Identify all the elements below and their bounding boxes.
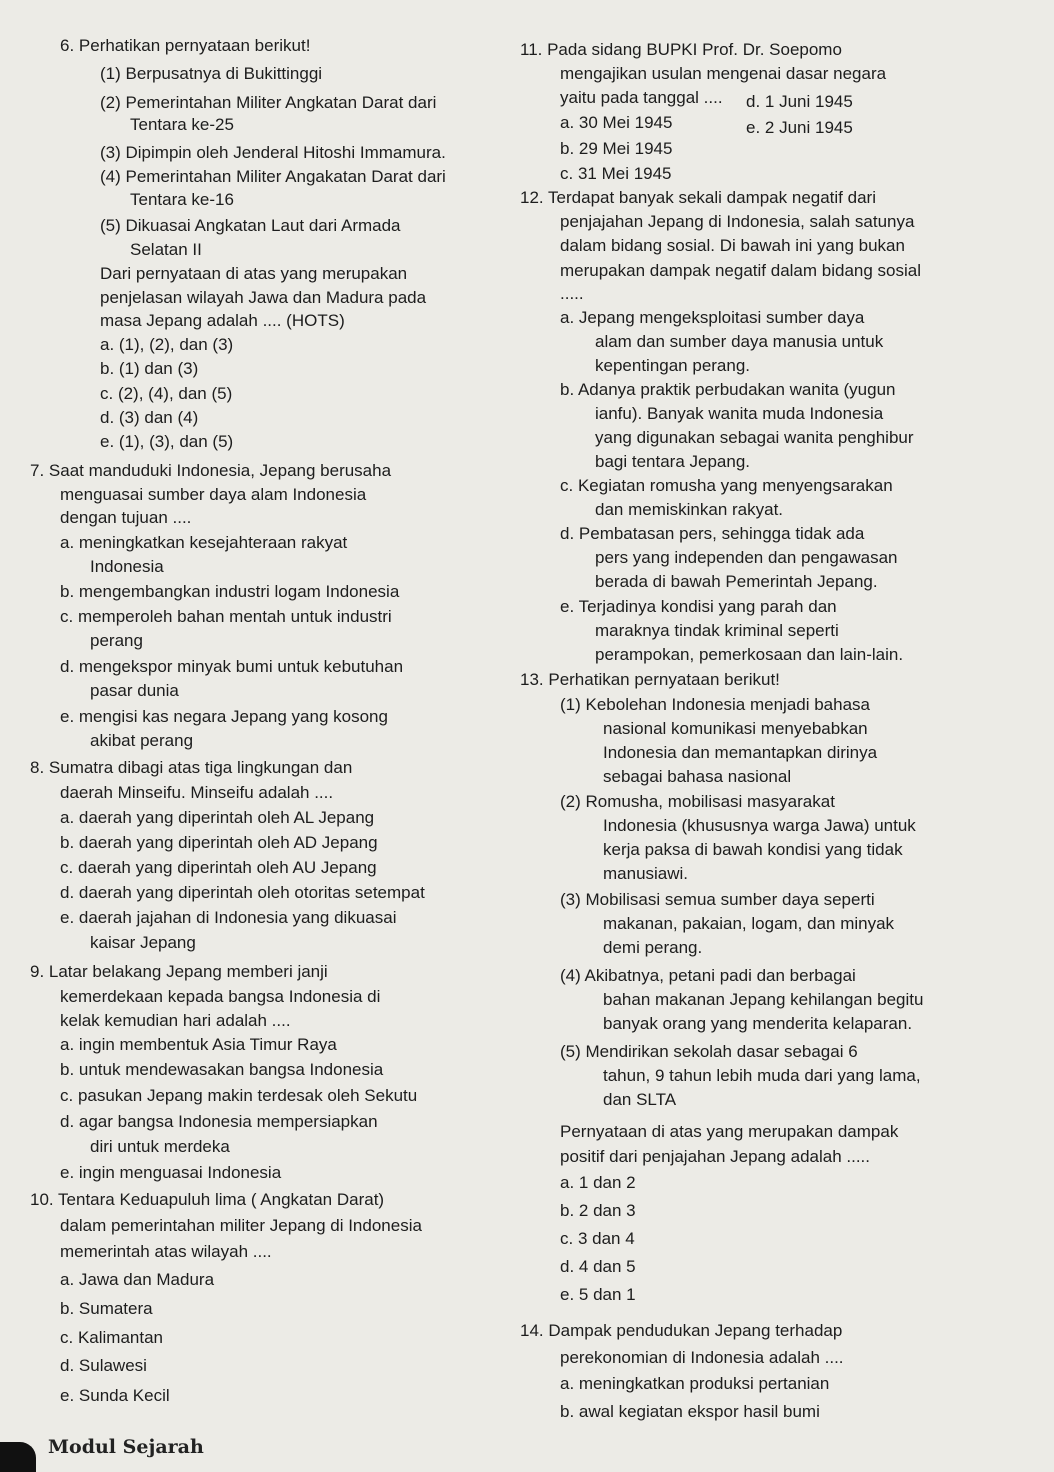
answer-option: b. Sumatera	[60, 1299, 153, 1318]
question-text: penjajahan Jepang di Indonesia, salah satunya	[560, 212, 915, 231]
answer-option: a. meningkatkan kesejahteraan rakyat	[60, 533, 348, 552]
question-text: merupakan dampak negatif dalam bidang sosial	[560, 261, 922, 280]
answer-option: ianfu). Banyak wanita muda Indonesia	[595, 404, 884, 423]
statement: (4) Pemerintahan Militer Angakatan Darat dari	[100, 167, 446, 186]
answer-option: c. Kegiatan romusha yang menyengsarakan	[560, 476, 893, 495]
answer-option: d. 1 Juni 1945	[746, 92, 853, 111]
answer-option: Indonesia	[90, 557, 164, 576]
answer-option: c. 31 Mei 1945	[560, 164, 672, 183]
statement: Indonesia (khususnya warga Jawa) untuk	[603, 816, 916, 835]
answer-option: kaisar Jepang	[90, 933, 196, 952]
statement: Tentara ke-16	[130, 190, 234, 209]
answer-option: perampokan, pemerkosaan dan lain-lain.	[595, 645, 904, 664]
question-6-stem: 6. Perhatikan pernyataan berikut!	[60, 36, 311, 55]
statement: banyak orang yang menderita kelaparan.	[603, 1014, 913, 1033]
answer-option: a. daerah yang diperintah oleh AL Jepang	[60, 808, 375, 827]
statement: tahun, 9 tahun lebih muda dari yang lama,	[603, 1066, 921, 1085]
answer-option: perang	[90, 631, 143, 650]
answer-option: dan memiskinkan rakyat.	[595, 500, 784, 519]
answer-option: e. mengisi kas negara Jepang yang kosong	[60, 707, 388, 726]
statement: (2) Pemerintahan Militer Angkatan Darat dari	[100, 93, 437, 112]
question-7-stem: 7. Saat manduduki Indonesia, Jepang berusaha	[30, 461, 392, 480]
answer-option: d. agar bangsa Indonesia mempersiapkan	[60, 1112, 378, 1131]
answer-option: d. daerah yang diperintah oleh otoritas setempat	[60, 883, 425, 902]
question-text: positif dari penjajahan Jepang adalah .....	[560, 1147, 871, 1166]
statement: (5) Dikuasai Angkatan Laut dari Armada	[100, 216, 401, 235]
answer-option: a. meningkatkan produksi pertanian	[560, 1374, 830, 1393]
answer-option: e. daerah jajahan di Indonesia yang dikuasai	[60, 908, 397, 927]
statement: demi perang.	[603, 938, 703, 957]
answer-option: berada di bawah Pemerintah Jepang.	[595, 572, 878, 591]
answer-option: d. 4 dan 5	[560, 1257, 636, 1276]
question-text: mengajikan usulan mengenai dasar negara	[560, 64, 887, 83]
answer-option: alam dan sumber daya manusia untuk	[595, 332, 884, 351]
question-text: kelak kemudian hari adalah ....	[60, 1011, 291, 1030]
answer-option: c. memperoleh bahan mentah untuk industri	[60, 607, 392, 626]
answer-option: b. awal kegiatan ekspor hasil bumi	[560, 1402, 820, 1421]
answer-option: e. Sunda Kecil	[60, 1386, 170, 1405]
answer-option: c. pasukan Jepang makin terdesak oleh Sekutu	[60, 1086, 418, 1105]
footer-module-title: Modul Sejarah	[48, 1436, 204, 1458]
answer-option: diri untuk merdeka	[90, 1137, 230, 1156]
statement: kerja paksa di bawah kondisi yang tidak	[603, 840, 903, 859]
answer-option: akibat perang	[90, 731, 194, 750]
answer-option: b. 29 Mei 1945	[560, 139, 673, 158]
question-14-stem: 14. Dampak pendudukan Jepang terhadap	[520, 1321, 843, 1340]
answer-option: b. Adanya praktik perbudakan wanita (yugun	[560, 380, 896, 399]
question-13-stem: 13. Perhatikan pernyataan berikut!	[520, 670, 780, 689]
answer-option: kepentingan perang.	[595, 356, 751, 375]
answer-option: bagi tentara Jepang.	[595, 452, 751, 471]
answer-option: a. ingin membentuk Asia Timur Raya	[60, 1035, 337, 1054]
answer-option: b. daerah yang diperintah oleh AD Jepang	[60, 833, 378, 852]
answer-option: e. ingin menguasai Indonesia	[60, 1163, 282, 1182]
question-11-stem: 11. Pada sidang BUPKI Prof. Dr. Soepomo	[520, 40, 842, 59]
question-text: penjelasan wilayah Jawa dan Madura pada	[100, 288, 427, 307]
statement: (3) Mobilisasi semua sumber daya seperti	[560, 890, 875, 909]
answer-option: d. Sulawesi	[60, 1356, 147, 1375]
answer-option: d. Pembatasan pers, sehingga tidak ada	[560, 524, 865, 543]
answer-option: b. untuk mendewasakan bangsa Indonesia	[60, 1060, 384, 1079]
answer-option: e. (1), (3), dan (5)	[100, 432, 234, 451]
answer-option: a. (1), (2), dan (3)	[100, 335, 234, 354]
question-text: kemerdekaan kepada bangsa Indonesia di	[60, 987, 381, 1006]
question-8-stem: 8. Sumatra dibagi atas tiga lingkungan dan	[30, 758, 353, 777]
answer-option: a. Jawa dan Madura	[60, 1270, 215, 1289]
question-text: .....	[560, 284, 584, 303]
answer-option: c. Kalimantan	[60, 1328, 163, 1347]
statement: (2) Romusha, mobilisasi masyarakat	[560, 792, 835, 811]
statement: sebagai bahasa nasional	[603, 767, 792, 786]
page-number-badge	[0, 1442, 36, 1472]
statement: manusiawi.	[603, 864, 689, 883]
question-text: yaitu pada tanggal ....	[560, 88, 723, 107]
statement: (5) Mendirikan sekolah dasar sebagai 6	[560, 1042, 858, 1061]
answer-option: a. Jepang mengeksploitasi sumber daya	[560, 308, 865, 327]
statement: Tentara ke-25	[130, 115, 234, 134]
answer-option: b. (1) dan (3)	[100, 359, 199, 378]
question-text: dalam pemerintahan militer Jepang di Indonesia	[60, 1216, 422, 1235]
question-text: daerah Minseifu. Minseifu adalah ....	[60, 783, 334, 802]
statement: (3) Dipimpin oleh Jenderal Hitoshi Immamura.	[100, 143, 446, 162]
answer-option: d. (3) dan (4)	[100, 408, 199, 427]
statement: dan SLTA	[603, 1090, 677, 1109]
answer-option: pasar dunia	[90, 681, 179, 700]
statement: bahan makanan Jepang kehilangan begitu	[603, 990, 924, 1009]
answer-option: a. 1 dan 2	[560, 1173, 636, 1192]
question-text: Pernyataan di atas yang merupakan dampak	[560, 1122, 899, 1141]
question-10-stem: 10. Tentara Keduapuluh lima ( Angkatan Darat)	[30, 1190, 385, 1209]
answer-option: e. Terjadinya kondisi yang parah dan	[560, 597, 837, 616]
answer-option: e. 2 Juni 1945	[746, 118, 853, 137]
statement: (4) Akibatnya, petani padi dan berbagai	[560, 966, 856, 985]
statement: (1) Berpusatnya di Bukittinggi	[100, 64, 323, 83]
statement: nasional komunikasi menyebabkan	[603, 719, 868, 738]
statement: makanan, pakaian, logam, dan minyak	[603, 914, 895, 933]
answer-option: b. 2 dan 3	[560, 1201, 636, 1220]
question-text: masa Jepang adalah .... (HOTS)	[100, 311, 345, 330]
answer-option: e. 5 dan 1	[560, 1285, 636, 1304]
answer-option: a. 30 Mei 1945	[560, 113, 673, 132]
answer-option: c. 3 dan 4	[560, 1229, 635, 1248]
answer-option: pers yang independen dan pengawasan	[595, 548, 898, 567]
statement: Indonesia dan memantapkan dirinya	[603, 743, 878, 762]
answer-option: d. mengekspor minyak bumi untuk kebutuhan	[60, 657, 404, 676]
answer-option: c. daerah yang diperintah oleh AU Jepang	[60, 858, 377, 877]
question-9-stem: 9. Latar belakang Jepang memberi janji	[30, 962, 328, 981]
statement: Selatan II	[130, 240, 202, 259]
answer-option: maraknya tindak kriminal seperti	[595, 621, 839, 640]
answer-option: yang digunakan sebagai wanita penghibur	[595, 428, 914, 447]
question-text: Dari pernyataan di atas yang merupakan	[100, 264, 408, 283]
answer-option: c. (2), (4), dan (5)	[100, 384, 233, 403]
statement: (1) Kebolehan Indonesia menjadi bahasa	[560, 695, 871, 714]
question-text: dengan tujuan ....	[60, 508, 192, 527]
question-12-stem: 12. Terdapat banyak sekali dampak negatif dari	[520, 188, 876, 207]
question-text: memerintah atas wilayah ....	[60, 1242, 272, 1261]
answer-option: b. mengembangkan industri logam Indonesia	[60, 582, 400, 601]
question-text: menguasai sumber daya alam Indonesia	[60, 485, 367, 504]
question-text: dalam bidang sosial. Di bawah ini yang bukan	[560, 236, 905, 255]
question-text: perekonomian di Indonesia adalah ....	[560, 1348, 844, 1367]
